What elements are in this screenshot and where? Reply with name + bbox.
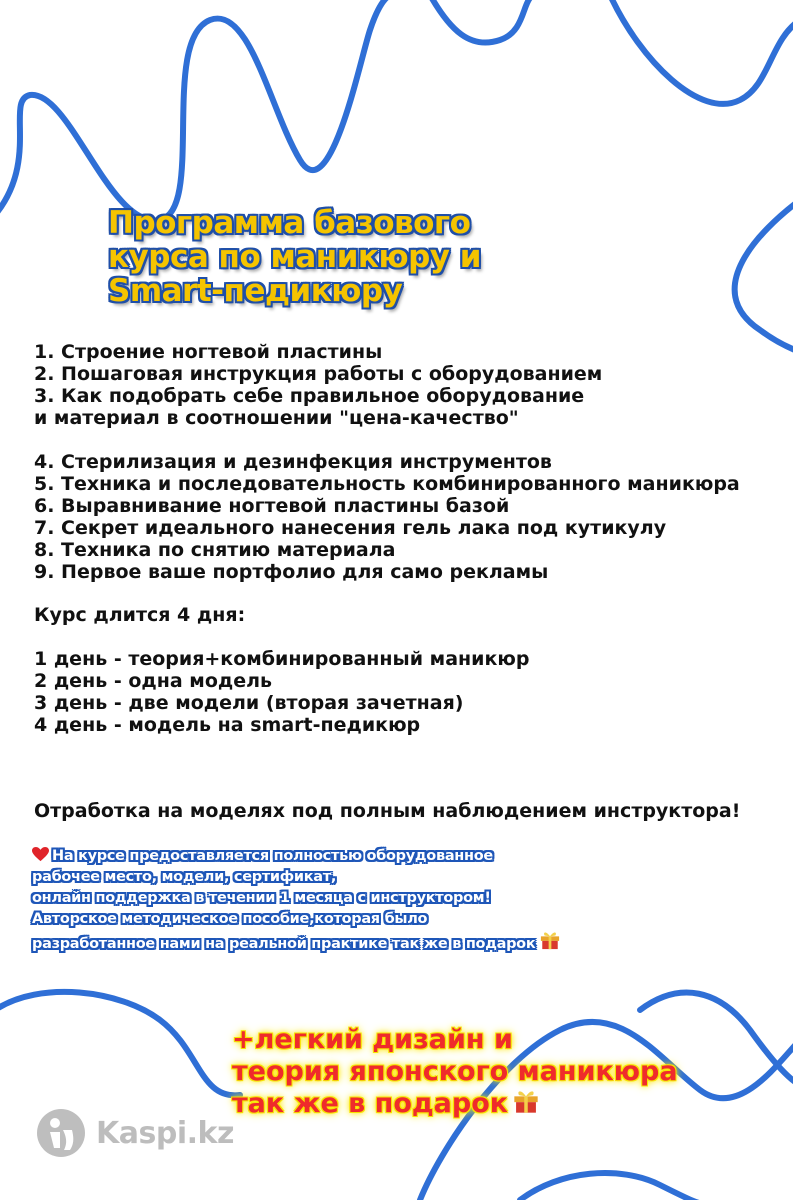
program-item: 4. Стерилизация и дезинфекция инструментов <box>34 451 552 473</box>
program-item: и материал в соотношении "цена-качество" <box>34 407 519 429</box>
gift-icon <box>539 930 561 950</box>
supervision-note: Отработка на моделях под полным наблюдением инструктора! <box>34 800 741 822</box>
watermark-text: Kaspi.kz <box>96 1115 234 1151</box>
schedule-item: 3 день - две модели (вторая зачетная) <box>34 692 464 714</box>
duration-heading: Курс длится 4 дня: <box>34 604 246 626</box>
schedule-list <box>34 648 529 736</box>
course-title <box>108 206 578 308</box>
kaspi-logo <box>36 1108 86 1158</box>
heart-icon <box>32 847 49 862</box>
gift-icon <box>512 1088 540 1114</box>
program-item: 2. Пошаговая инструкция работы с оборудованием <box>34 363 603 385</box>
benefit-line <box>32 846 622 867</box>
title-line: Smart-педикюру <box>108 273 403 309</box>
title-line: курса по маникюру и <box>108 239 482 275</box>
program-spacer <box>34 429 740 451</box>
bonus-line: теория японского маникюра <box>232 1056 678 1087</box>
bonus-block <box>232 1024 752 1120</box>
bonus-line <box>232 1088 752 1120</box>
program-item: 3. Как подобрать себе правильное оборудование <box>34 385 585 407</box>
bonus-line: +легкий дизайн и <box>232 1024 513 1055</box>
program-item: 8. Техника по снятию материала <box>34 539 396 561</box>
program-item: 5. Техника и последовательность комбинированного маникюра <box>34 473 740 495</box>
title-line: Программа базового <box>108 205 471 241</box>
program-item: 1. Строение ногтевой пластины <box>34 341 383 363</box>
program-item: 7. Секрет идеального нанесения гель лака под кутикулу <box>34 517 667 539</box>
benefits-block <box>32 846 622 955</box>
program-item: 6. Выравнивание ногтевой пластины базой <box>34 495 510 517</box>
bonus-text: так же в подарок <box>232 1088 509 1119</box>
schedule-item: 4 день - модель на smart-педикюр <box>34 714 421 736</box>
benefit-text: разработанное нами на реальной практике так же в подарок <box>32 936 536 952</box>
program-list <box>34 341 740 583</box>
schedule-item: 2 день - одна модель <box>34 670 273 692</box>
schedule-item: 1 день - теория+комбинированный маникюр <box>34 648 530 670</box>
kaspi-watermark <box>36 1108 234 1158</box>
benefit-text: На курсе предоставляется полностью оборудованное <box>52 848 493 864</box>
benefit-line: Авторское методическое пособие,которая было <box>32 911 428 927</box>
benefit-line <box>32 930 622 955</box>
program-item: 9. Первое ваше портфолио для само рекламы <box>34 561 549 583</box>
benefit-line: рабочее место, модели, сертификат, <box>32 869 337 885</box>
benefit-line: онлайн поддержка в течении 1 месяца с инструктором! <box>32 890 491 906</box>
